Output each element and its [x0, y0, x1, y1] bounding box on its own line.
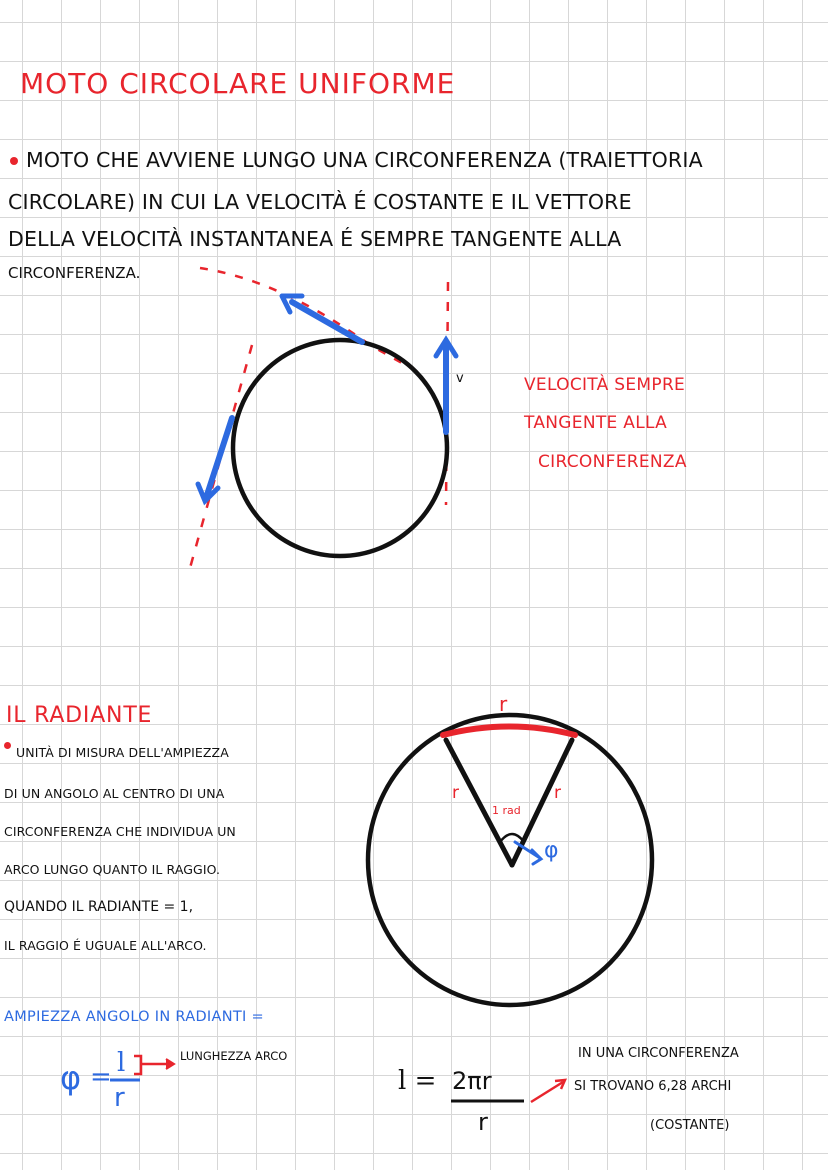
radiant-line-1: UNITÀ DI MISURA DELL'AMPIEZZA [16, 745, 229, 760]
bullet-dot-2 [4, 742, 11, 749]
radiant-line-3: CIRCONFERENZA CHE INDIVIDUA UN [4, 824, 236, 839]
note-line-3: CIRCONFERENZA [538, 452, 687, 472]
circumference-note-2: SI TROVANO 6,28 ARCHI [574, 1079, 732, 1094]
circumference-note-1: IN UNA CIRCONFERENZA [578, 1046, 739, 1061]
note-line-2: TANGENTE ALLA [524, 413, 668, 433]
arc-length-note: LUNGHEZZA ARCO [180, 1049, 288, 1063]
radiant-line-2: DI UN ANGOLO AL CENTRO DI UNA [4, 786, 225, 801]
arc-note-arrowhead [166, 1059, 174, 1069]
formula-denominator: r [114, 1083, 125, 1113]
l-formula-numerator: 2πr [452, 1067, 492, 1095]
radian-arc [443, 727, 575, 736]
velocity-vector-top [292, 302, 362, 342]
definition-line-1: MOTO CHE AVVIENE LUNGO UNA CIRCONFERENZA (TRAIETTORIA [26, 148, 703, 172]
angle-label-1rad: 1 rad [492, 804, 521, 817]
arc-label-r: r [499, 692, 508, 716]
radiant-line-5: QUANDO IL RADIANTE = 1, [4, 899, 194, 915]
formula-phi: φ [60, 1059, 82, 1097]
l-formula-left: l = [398, 1066, 437, 1096]
radius-label-right: r [554, 783, 561, 803]
radius-label-left: r [452, 783, 459, 803]
note-line-1: VELOCITÀ SEMPRE [524, 375, 686, 395]
vector-label-v: v [456, 371, 464, 386]
phi-label: φ [544, 838, 559, 863]
formula-numerator: l [117, 1048, 126, 1078]
page-title: MOTO CIRCOLARE UNIFORME [20, 67, 456, 100]
radiant-line-4: ARCO LUNGO QUANTO IL RAGGIO. [4, 862, 221, 877]
definition-line-3: DELLA VELOCITÀ INSTANTANEA É SEMPRE TANGENTE ALLA [8, 227, 622, 251]
trajectory-circle [233, 340, 447, 556]
formula-equals: = [90, 1062, 112, 1092]
radiant-line-6: IL RAGGIO É UGUALE ALL'ARCO. [4, 938, 207, 953]
numerator-bracket [134, 1056, 141, 1074]
definition-line-4: CIRCONFERENZA. [8, 264, 141, 282]
tangent-dash-top [200, 268, 425, 376]
definition-line-2: CIRCOLARE) IN CUI LA VELOCITÀ É COSTANTE E IL VETTORE [8, 190, 632, 214]
formula-heading: AMPIEZZA ANGOLO IN RADIANTI = [4, 1009, 264, 1025]
l-formula-denominator: r [478, 1108, 488, 1136]
section-heading-radiant: IL RADIANTE [6, 703, 153, 728]
angle-mark [500, 834, 524, 842]
circumference-note-3: (COSTANTE) [650, 1118, 730, 1133]
note-arrow [531, 1082, 563, 1102]
